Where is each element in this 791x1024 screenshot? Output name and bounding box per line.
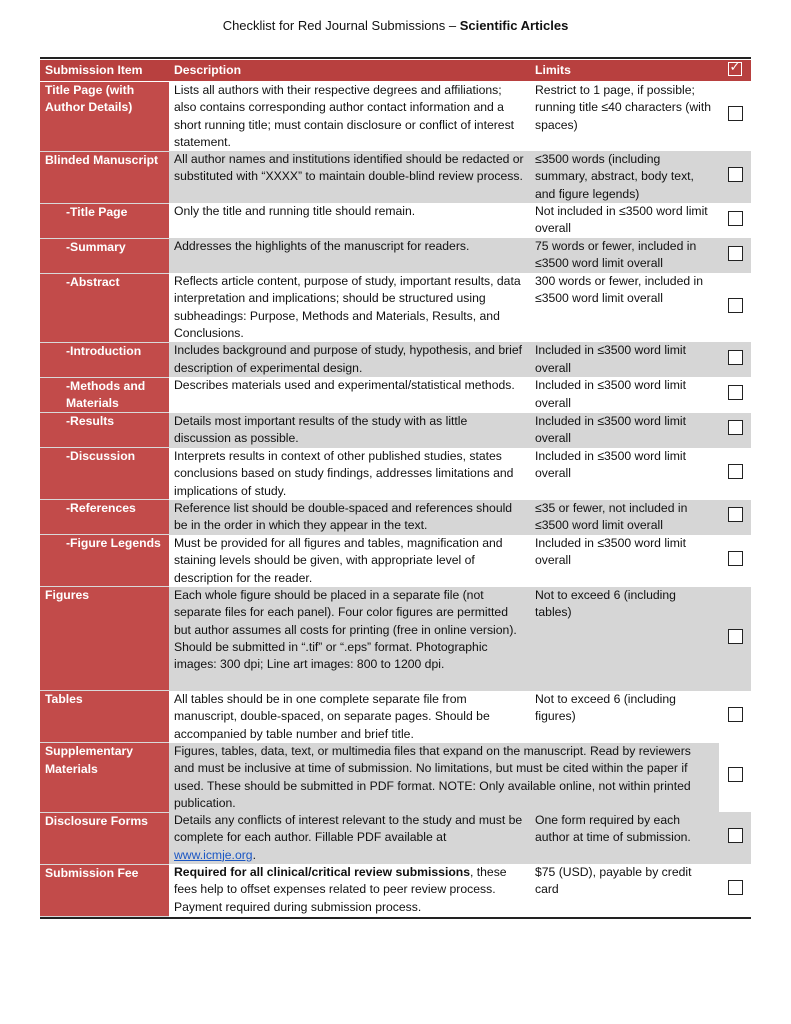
header-description: Description	[169, 60, 530, 82]
table-row	[40, 500, 751, 535]
row-description: Each whole figure should be placed in a separate file (not separate files for each panel). Four color figures are permitted but author assumes all costs for printing (free in online version). Should be submitted in “.tif” or “.eps” format. Photographic images: 300 dpi; Line art images: 800 to 1200 dpi.	[169, 587, 530, 691]
row-description: Figures, tables, data, text, or multimedia files that expand on the manuscript. Read by reviewers and must be inclusive at time of submission. No limitations, but must be cited within the paper if used. These should be submitted in PDF format. NOTE: Only available online, not within printed publication.	[169, 743, 719, 812]
row-checkbox-cell	[719, 743, 751, 812]
row-item: Tables	[40, 691, 169, 743]
row-checkbox-cell	[719, 500, 751, 535]
row-item: -Summary	[40, 238, 169, 273]
table-row	[40, 342, 751, 377]
row-description: Lists all authors with their respective degrees and affiliations; also contains corresponding author contact information and a short running title; must contain disclosure or conflict of interest statement.	[169, 82, 530, 152]
checkbox[interactable]	[728, 828, 743, 843]
row-description: Must be provided for all figures and tables, magnification and staining levels should be given, with appropriate level of description for the reader.	[169, 535, 530, 587]
row-description: Addresses the highlights of the manuscript for readers.	[169, 238, 530, 273]
row-checkbox-cell	[719, 342, 751, 377]
row-limits: Not to exceed 6 (including figures)	[530, 691, 719, 743]
table-row	[40, 273, 751, 342]
table-row	[40, 238, 751, 273]
top-rule	[40, 57, 751, 59]
table-row	[40, 377, 751, 413]
checkbox[interactable]	[728, 246, 743, 261]
row-item: -Introduction	[40, 342, 169, 377]
header-item: Submission Item	[40, 60, 169, 82]
row-checkbox-cell	[719, 413, 751, 448]
row-description-end: .	[252, 847, 256, 862]
row-limits: ≤3500 words (including summary, abstract, body text, and figure legends)	[530, 151, 719, 203]
row-limits: Included in ≤3500 word limit overall	[530, 448, 719, 500]
row-limits: Included in ≤3500 word limit overall	[530, 342, 719, 377]
checkbox[interactable]	[728, 464, 743, 479]
row-limits: One form required by each author at time of submission.	[530, 812, 719, 864]
title-bold: Scientific Articles	[459, 18, 569, 33]
table-row	[40, 203, 751, 238]
row-description-text: Details any conflicts of interest relevant to the study and must be complete for each author. Fillable PDF available at	[174, 813, 523, 845]
checkbox[interactable]	[728, 167, 743, 182]
row-item: -Results	[40, 413, 169, 448]
checkbox[interactable]	[728, 350, 743, 365]
row-limits: Not included in ≤3500 word limit overall	[530, 203, 719, 238]
checklist-table	[40, 60, 751, 917]
check-glyph: ✓	[729, 59, 741, 74]
document-title	[0, 18, 791, 33]
header-row	[40, 60, 751, 82]
row-item: -Title Page	[40, 203, 169, 238]
table-row	[40, 448, 751, 500]
table-row	[40, 743, 751, 812]
row-limits: 300 words or fewer, included in ≤3500 word limit overall	[530, 273, 719, 342]
table-row	[40, 151, 751, 203]
title-regular: Checklist for Red Journal Submissions –	[222, 18, 460, 33]
row-description	[169, 864, 530, 916]
row-description: Only the title and running title should remain.	[169, 203, 530, 238]
table-row	[40, 413, 751, 448]
table-row	[40, 812, 751, 864]
row-description-text: , these fees help to offset expenses related to peer review process. Payment required during submission process.	[174, 865, 507, 914]
row-limits: Included in ≤3500 word limit overall	[530, 535, 719, 587]
checkbox[interactable]	[728, 507, 743, 522]
row-description-bold: Required for all clinical/critical review submissions	[174, 865, 470, 880]
checkbox[interactable]	[728, 298, 743, 313]
row-item: Blinded Manuscript	[40, 151, 169, 203]
row-description: Reflects article content, purpose of study, important results, data interpretation and implications; should be structured using subheadings: Purpose, Methods and Materials, Results, and Conclusions.	[169, 273, 530, 342]
row-description: Details most important results of the study with as little discussion as possible.	[169, 413, 530, 448]
row-item: -Discussion	[40, 448, 169, 500]
checkbox[interactable]	[728, 707, 743, 722]
row-checkbox-cell	[719, 273, 751, 342]
row-checkbox-cell	[719, 864, 751, 916]
row-description: Describes materials used and experimental/statistical methods.	[169, 377, 530, 413]
row-description: All tables should be in one complete separate file from manuscript, double-spaced, on separate pages. Should be accompanied by table number and brief title.	[169, 691, 530, 743]
header-limits: Limits	[530, 60, 719, 82]
checkbox[interactable]	[728, 629, 743, 644]
row-limits: Included in ≤3500 word limit overall	[530, 413, 719, 448]
checkbox[interactable]	[728, 880, 743, 895]
checkbox[interactable]	[728, 767, 743, 782]
bottom-rule	[40, 917, 751, 919]
checked-box-icon	[728, 59, 742, 76]
row-limits: Included in ≤3500 word limit overall	[530, 377, 719, 413]
table-row	[40, 587, 751, 691]
row-checkbox-cell	[719, 812, 751, 864]
row-item: Title Page (with Author Details)	[40, 82, 169, 152]
row-description: Reference list should be double-spaced and references should be in the order in which they appear in the text.	[169, 500, 530, 535]
row-checkbox-cell	[719, 535, 751, 587]
row-item: Disclosure Forms	[40, 812, 169, 864]
row-checkbox-cell	[719, 203, 751, 238]
table-row	[40, 535, 751, 587]
row-checkbox-cell	[719, 238, 751, 273]
row-item: -Abstract	[40, 273, 169, 342]
row-item: -References	[40, 500, 169, 535]
checkbox[interactable]	[728, 551, 743, 566]
checkbox[interactable]	[728, 385, 743, 400]
row-description: All author names and institutions identified should be redacted or substituted with “XXXX” to maintain double-blind review process.	[169, 151, 530, 203]
row-limits: Restrict to 1 page, if possible; running title ≤40 characters (with spaces)	[530, 82, 719, 152]
row-item: Supplementary Materials	[40, 743, 169, 812]
row-description: Interprets results in context of other published studies, states conclusions based on study findings, addresses limitations and implications of study.	[169, 448, 530, 500]
row-limits: ≤35 or fewer, not included in ≤3500 word limit overall	[530, 500, 719, 535]
row-checkbox-cell	[719, 587, 751, 691]
row-limits: Not to exceed 6 (including tables)	[530, 587, 719, 691]
icmje-link[interactable]: www.icmje.org	[174, 847, 253, 862]
row-description	[169, 812, 530, 864]
row-checkbox-cell	[719, 377, 751, 413]
checkbox[interactable]	[728, 211, 743, 226]
row-checkbox-cell	[719, 82, 751, 152]
row-limits: 75 words or fewer, included in ≤3500 word limit overall	[530, 238, 719, 273]
table-row	[40, 864, 751, 916]
row-item: -Methods and Materials	[40, 377, 169, 413]
row-item: Submission Fee	[40, 864, 169, 916]
row-description: Includes background and purpose of study, hypothesis, and brief description of experimental design.	[169, 342, 530, 377]
checkbox[interactable]	[728, 106, 743, 121]
header-check	[719, 60, 751, 82]
row-checkbox-cell	[719, 151, 751, 203]
row-checkbox-cell	[719, 448, 751, 500]
table-row	[40, 82, 751, 152]
row-limits: $75 (USD), payable by credit card	[530, 864, 719, 916]
row-checkbox-cell	[719, 691, 751, 743]
table-row	[40, 691, 751, 743]
checkbox[interactable]	[728, 420, 743, 435]
row-item: -Figure Legends	[40, 535, 169, 587]
row-item: Figures	[40, 587, 169, 691]
